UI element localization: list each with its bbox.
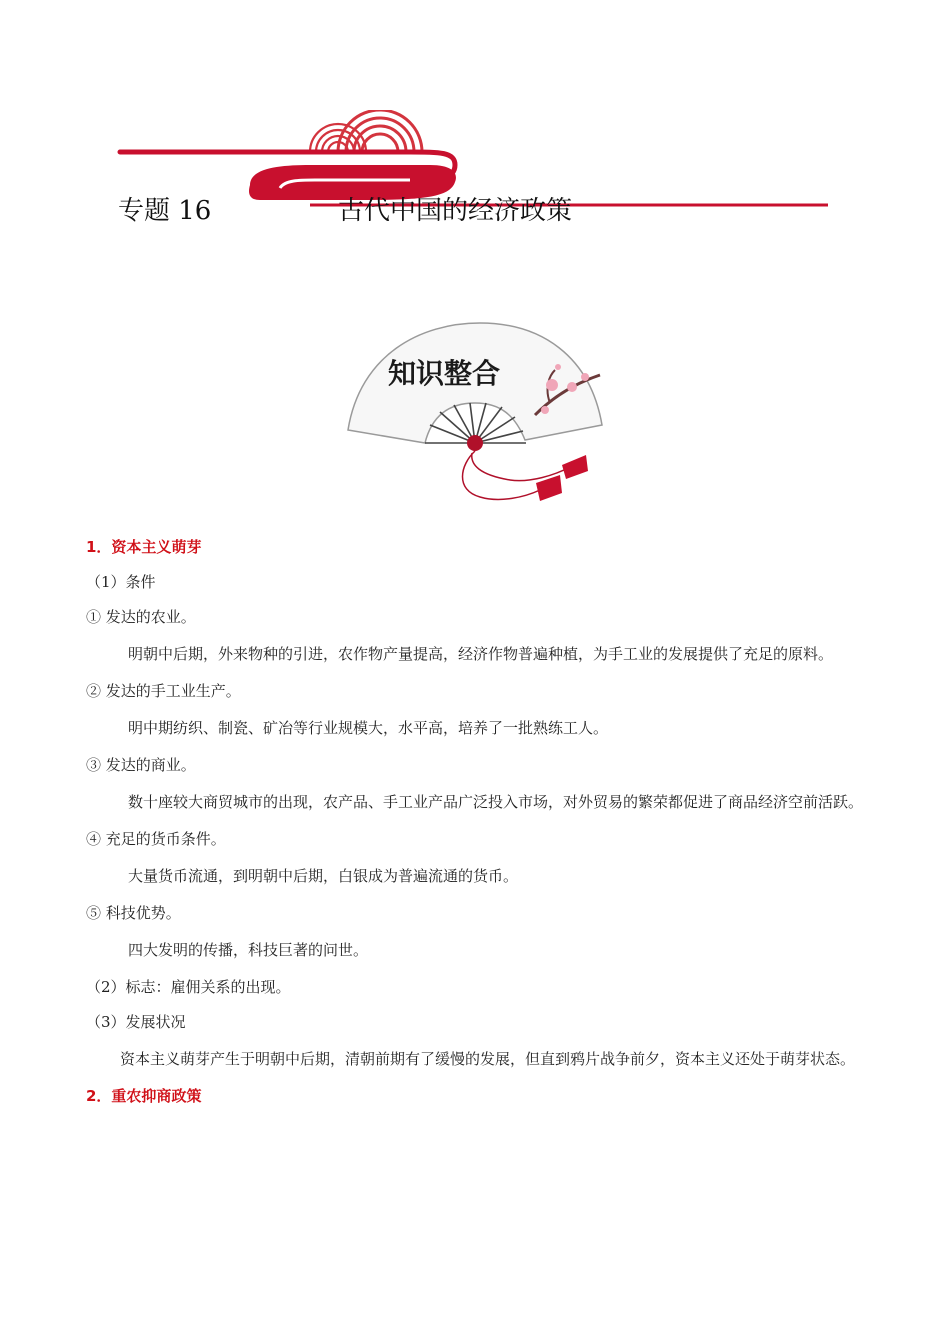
banner-text: 知识整合 (388, 357, 501, 390)
paragraph: 资本主义萌芽产生于明朝中后期，清朝前期有了缓慢的发展，但直到鸦片战争前夕，资本主义还处于萌芽状态。 (120, 1050, 856, 1068)
fan-icon (348, 323, 602, 501)
list-item: ① 发达的农业。 (86, 608, 196, 626)
paragraph: 大量货币流通，到明朝中后期，白银成为普遍流通的货币。 (128, 867, 519, 885)
list-item: ⑤ 科技优势。 (86, 904, 181, 922)
paragraph: 明中期纺织、制瓷、矿冶等行业规模大，水平高，培养了一批熟练工人。 (128, 719, 609, 737)
list-item: ④ 充足的货币条件。 (86, 830, 226, 848)
subheading: （2）标志：雇佣关系的出现。 (86, 978, 291, 996)
list-item: ② 发达的手工业生产。 (86, 682, 241, 700)
content (86, 530, 866, 1114)
subheading: （1）条件 (86, 573, 156, 591)
section-heading: 2．重农抑商政策 (86, 1087, 202, 1105)
list-item: ③ 发达的商业。 (86, 756, 196, 774)
section-heading: 1．资本主义萌芽 (86, 538, 202, 556)
semicircle-ornament-icon (310, 110, 422, 152)
paragraph: 四大发明的传播，科技巨著的问世。 (128, 941, 369, 959)
subheading: （3）发展状况 (86, 1013, 186, 1031)
topic-title: 古代中国的经济政策 (338, 196, 573, 226)
topic-number: 专题 16 (118, 196, 212, 226)
paragraph: 数十座较大商贸城市的出现，农产品、手工业产品广泛投入市场，对外贸易的繁荣都促进了商品经济空前活跃。 (128, 793, 864, 811)
knowledge-banner (340, 315, 610, 515)
paragraph: 明朝中后期，外来物种的引进，农作物产量提高，经济作物普遍种植，为手工业的发展提供了充足的原料。 (128, 645, 834, 663)
